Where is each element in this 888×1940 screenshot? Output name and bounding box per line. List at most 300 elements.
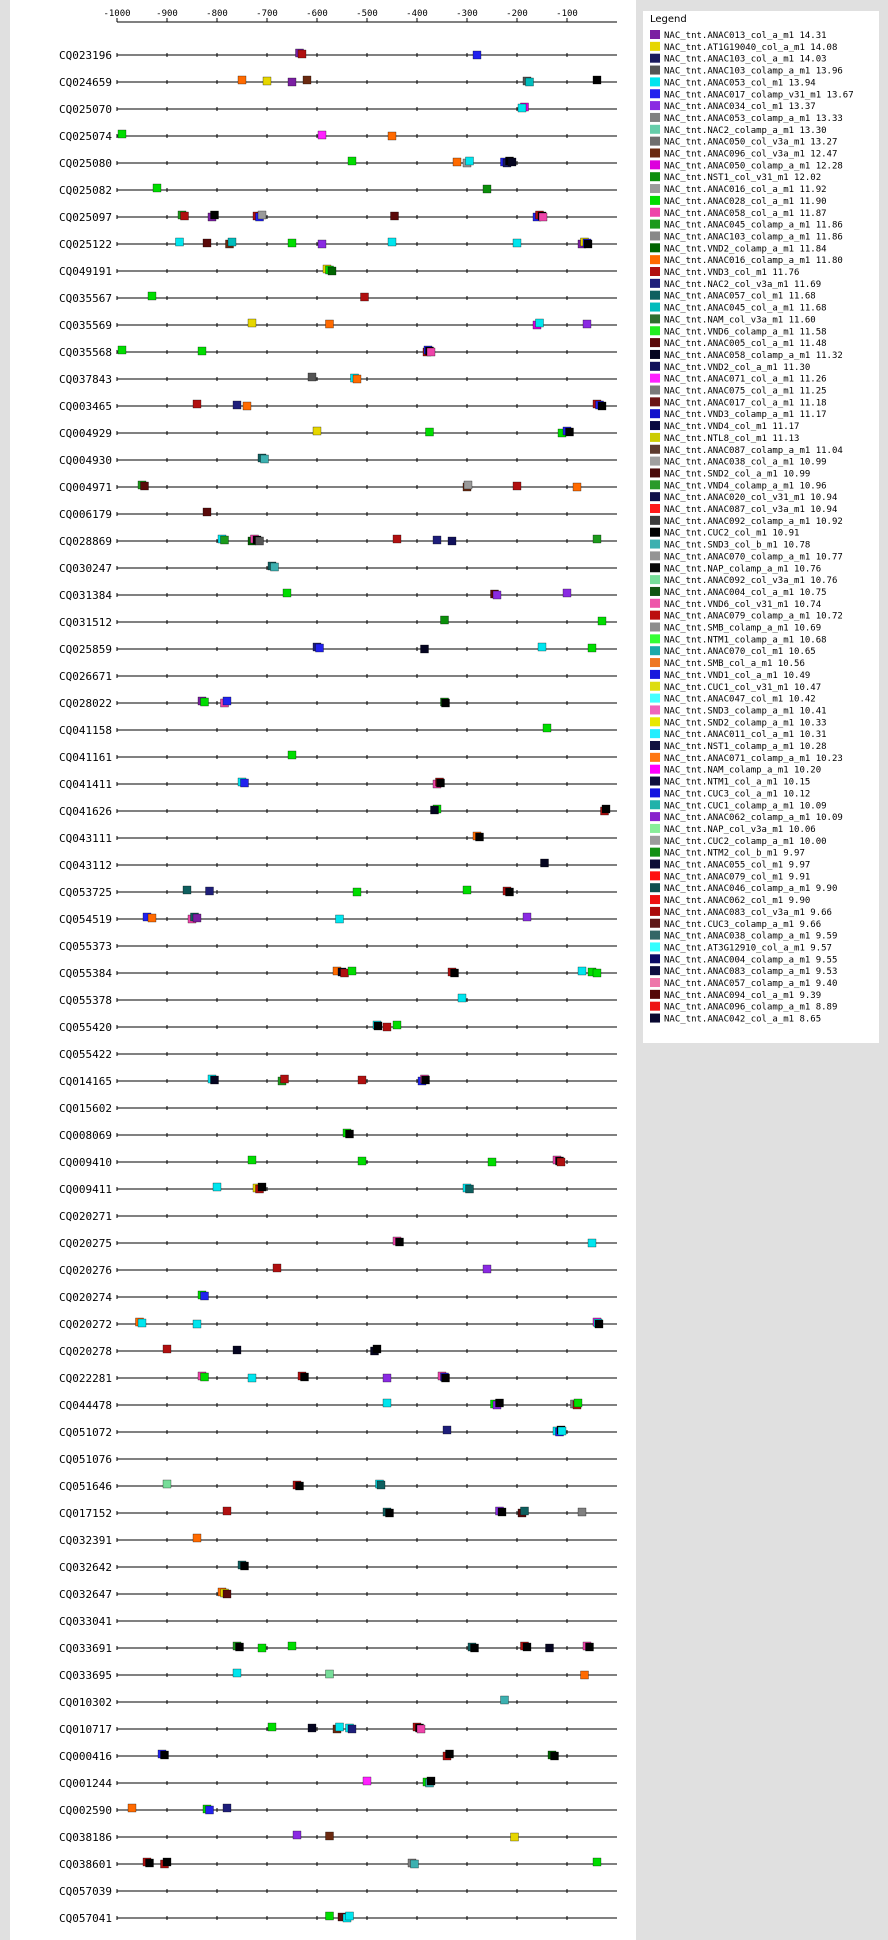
motif-hit bbox=[521, 1507, 529, 1515]
motif-hit bbox=[538, 643, 546, 651]
legend-swatch bbox=[650, 848, 660, 857]
sequence-label: CQ020276 bbox=[59, 1264, 112, 1277]
motif-hit bbox=[288, 751, 296, 759]
motif-hit bbox=[308, 1724, 316, 1732]
legend-entry-label: NAC_tnt.ANAC092_col_v3a_m1 10.76 bbox=[664, 576, 838, 587]
motif-hit bbox=[558, 1427, 566, 1435]
legend-entry-label: NAC_tnt.VND4_colamp_a_m1 10.96 bbox=[664, 481, 827, 492]
legend-swatch bbox=[650, 777, 660, 786]
legend-swatch bbox=[650, 516, 660, 525]
motif-hit bbox=[595, 1320, 603, 1328]
legend-entry-label: NAC_tnt.ANAC004_col_a_m1 10.75 bbox=[664, 587, 827, 598]
legend-entry-label: NAC_tnt.ANAC092_colamp_a_m1 10.92 bbox=[664, 516, 843, 527]
motif-hit bbox=[318, 240, 326, 248]
legend-swatch bbox=[650, 871, 660, 880]
motif-hit bbox=[451, 969, 459, 977]
sequence-label: CQ055420 bbox=[59, 1021, 112, 1034]
motif-hit bbox=[243, 402, 251, 410]
motif-hit bbox=[466, 157, 474, 165]
motif-hit bbox=[511, 1833, 519, 1841]
legend-entry-label: NAC_tnt.ANAC075_col_a_m1 11.25 bbox=[664, 386, 827, 397]
sequence-label: CQ055378 bbox=[59, 994, 112, 1007]
motif-hit bbox=[248, 1374, 256, 1382]
legend-swatch bbox=[650, 634, 660, 643]
legend-entry-label: NAC_tnt.ANAC070_colamp_a_m1 10.77 bbox=[664, 552, 843, 563]
sequence-label: CQ038601 bbox=[59, 1858, 112, 1871]
motif-hit bbox=[148, 292, 156, 300]
motif-hit bbox=[258, 1644, 266, 1652]
legend-swatch bbox=[650, 717, 660, 726]
sequence-label: CQ009410 bbox=[59, 1156, 112, 1169]
motif-hit bbox=[336, 1723, 344, 1731]
motif-hit bbox=[263, 77, 271, 85]
sequence-label: CQ020272 bbox=[59, 1318, 112, 1331]
sequence-label: CQ023196 bbox=[59, 49, 112, 62]
legend-entry-label: NAC_tnt.NTM2_col_b_m1 9.97 bbox=[664, 848, 805, 859]
motif-hit bbox=[193, 1534, 201, 1542]
sequence-label: CQ057039 bbox=[59, 1885, 112, 1898]
axis-tick-label: -400 bbox=[406, 9, 428, 19]
sequence-label: CQ020271 bbox=[59, 1210, 112, 1223]
motif-hit bbox=[523, 1643, 531, 1651]
motif-hit bbox=[441, 616, 449, 624]
legend-entry-label: NAC_tnt.ANAC004_colamp_a_m1 9.55 bbox=[664, 955, 838, 966]
motif-hit bbox=[496, 1399, 504, 1407]
motif-hit bbox=[273, 1264, 281, 1272]
legend-entry-label: NAC_tnt.NAP_col_v3a_m1 10.06 bbox=[664, 824, 816, 835]
legend-swatch bbox=[650, 587, 660, 596]
legend-entry-label: NAC_tnt.SND2_colamp_a_m1 10.33 bbox=[664, 718, 827, 729]
legend-swatch bbox=[650, 208, 660, 217]
legend-entry-label: NAC_tnt.ANAC045_col_a_m1 11.68 bbox=[664, 303, 827, 314]
legend-entry-label: NAC_tnt.NAP_colamp_a_m1 10.76 bbox=[664, 564, 822, 575]
motif-hit bbox=[593, 969, 601, 977]
sequence-label: CQ006179 bbox=[59, 508, 112, 521]
motif-hit bbox=[574, 1399, 582, 1407]
sequence-label: CQ038186 bbox=[59, 1831, 112, 1844]
legend-entry-label: NAC_tnt.ANAC057_colamp_a_m1 9.40 bbox=[664, 979, 838, 989]
motif-hit bbox=[241, 779, 249, 787]
motif-hit bbox=[256, 537, 264, 545]
legend-entry-label: NAC_tnt.ANAC034_col_m1 13.37 bbox=[664, 102, 816, 113]
motif-hit bbox=[233, 1346, 241, 1354]
legend-entry-label: NAC_tnt.ANAC038_colamp_a_m1 9.59 bbox=[664, 931, 838, 942]
legend-entry-label: NAC_tnt.ANAC096_colamp_a_m1 8.89 bbox=[664, 1002, 838, 1013]
legend-entry-label: NAC_tnt.CUC2_col_m1 10.91 bbox=[664, 528, 800, 539]
motif-hit bbox=[578, 967, 586, 975]
motif-hit bbox=[146, 1859, 154, 1867]
motif-hit bbox=[176, 238, 184, 246]
legend-swatch bbox=[650, 54, 660, 63]
legend-entry-label: NAC_tnt.ANAC062_col_m1 9.90 bbox=[664, 896, 811, 907]
motif-hit bbox=[583, 320, 591, 328]
motif-hit bbox=[281, 1075, 289, 1083]
legend-entry-label: NAC_tnt.ANAC028_col_a_m1 11.90 bbox=[664, 196, 827, 207]
legend-entry-label: NAC_tnt.ANAC079_col_m1 9.91 bbox=[664, 872, 811, 883]
motif-hit bbox=[557, 1158, 565, 1166]
motif-hit bbox=[442, 1374, 450, 1382]
legend-entry-label: NAC_tnt.ANAC071_colamp_a_m1 10.23 bbox=[664, 753, 843, 764]
legend-entry-label: NAC_tnt.ANAC079_colamp_a_m1 10.72 bbox=[664, 611, 843, 622]
motif-hit bbox=[593, 76, 601, 84]
motif-hit bbox=[473, 51, 481, 59]
legend-entry-label: NAC_tnt.ANAC011_col_a_m1 10.31 bbox=[664, 730, 827, 741]
motif-hit bbox=[163, 1345, 171, 1353]
motif-hit bbox=[476, 833, 484, 841]
legend-swatch bbox=[650, 611, 660, 620]
axis-tick-label: -600 bbox=[306, 9, 328, 19]
motif-hit bbox=[211, 211, 219, 219]
sequence-label: CQ030247 bbox=[59, 562, 112, 575]
motif-hit bbox=[464, 481, 472, 489]
legend-swatch bbox=[650, 196, 660, 205]
legend-entry-label: NAC_tnt.CUC3_colamp_a_m1 9.66 bbox=[664, 919, 822, 930]
motif-hit bbox=[546, 1644, 554, 1652]
sequence-label: CQ025122 bbox=[59, 238, 112, 251]
sequence-label: CQ015602 bbox=[59, 1102, 112, 1115]
legend-entry-label: NAC_tnt.ANAC016_colamp_a_m1 11.80 bbox=[664, 256, 843, 267]
legend-swatch bbox=[650, 397, 660, 406]
legend-entry-label: NAC_tnt.VND6_colamp_a_m1 11.58 bbox=[664, 327, 827, 338]
motif-hit bbox=[442, 699, 450, 707]
legend-entry-label: NAC_tnt.ANAC094_col_a_m1 9.39 bbox=[664, 990, 822, 1001]
motif-hit bbox=[201, 698, 209, 706]
legend-entry-label: NAC_tnt.NAC2_colamp_a_m1 13.30 bbox=[664, 125, 827, 136]
motif-hit bbox=[598, 402, 606, 410]
motif-hit bbox=[602, 805, 610, 813]
legend-entry-label: NAC_tnt.ANAC055_col_m1 9.97 bbox=[664, 860, 811, 871]
legend-swatch bbox=[650, 599, 660, 608]
legend-entry-label: NAC_tnt.NST1_col_v31_m1 12.02 bbox=[664, 173, 822, 184]
legend-swatch bbox=[650, 682, 660, 691]
motif-hit bbox=[298, 50, 306, 58]
legend-swatch bbox=[650, 1014, 660, 1023]
legend-swatch bbox=[650, 267, 660, 276]
axis-tick-label: -800 bbox=[206, 9, 228, 19]
motif-hit bbox=[388, 132, 396, 140]
legend-swatch bbox=[650, 990, 660, 999]
motif-hit bbox=[193, 400, 201, 408]
legend-swatch bbox=[650, 231, 660, 240]
motif-hit bbox=[148, 914, 156, 922]
motif-hit bbox=[163, 1480, 171, 1488]
legend-swatch bbox=[650, 729, 660, 738]
sequence-label: CQ010717 bbox=[59, 1723, 112, 1736]
motif-hit bbox=[348, 157, 356, 165]
legend-entry-label: NAC_tnt.ANAC070_col_m1 10.65 bbox=[664, 647, 816, 658]
legend-swatch bbox=[650, 350, 660, 359]
motif-hit bbox=[508, 158, 516, 166]
sequence-label: CQ041411 bbox=[59, 778, 112, 791]
legend-entry-label: NAC_tnt.VND4_col_m1 11.17 bbox=[664, 422, 800, 433]
legend-swatch bbox=[650, 457, 660, 466]
motif-hit bbox=[248, 1156, 256, 1164]
motif-hit bbox=[463, 886, 471, 894]
legend-swatch bbox=[650, 765, 660, 774]
legend-entry-label: NAC_tnt.ANAC058_colamp_a_m1 11.32 bbox=[664, 350, 843, 361]
legend-swatch bbox=[650, 883, 660, 892]
legend-entry-label: NAC_tnt.ANAC016_col_a_m1 11.92 bbox=[664, 185, 827, 196]
legend-swatch bbox=[650, 812, 660, 821]
sequence-label: CQ008069 bbox=[59, 1129, 112, 1142]
legend-entry-label: NAC_tnt.ANAC083_col_v3a_m1 9.66 bbox=[664, 907, 832, 918]
legend-entry-label: NAC_tnt.VND1_col_a_m1 10.49 bbox=[664, 670, 811, 681]
motif-hit bbox=[493, 591, 501, 599]
legend-entry-label: NAC_tnt.ANAC047_col_m1 10.42 bbox=[664, 694, 816, 705]
legend-swatch bbox=[650, 386, 660, 395]
motif-hit bbox=[588, 644, 596, 652]
legend-swatch bbox=[650, 504, 660, 513]
legend-swatch bbox=[650, 303, 660, 312]
legend-swatch bbox=[650, 468, 660, 477]
motif-hit bbox=[426, 428, 434, 436]
motif-hit bbox=[308, 373, 316, 381]
motif-hit bbox=[396, 1238, 404, 1246]
legend-swatch bbox=[650, 42, 660, 51]
motif-hit bbox=[383, 1399, 391, 1407]
axis-tick-label: -700 bbox=[256, 9, 278, 19]
motif-hit bbox=[206, 1806, 214, 1814]
sequence-label: CQ002590 bbox=[59, 1804, 112, 1817]
motif-hit bbox=[346, 1130, 354, 1138]
motif-hit bbox=[446, 1750, 454, 1758]
motif-hit bbox=[433, 536, 441, 544]
legend-entry-label: NAC_tnt.SMB_col_a_m1 10.56 bbox=[664, 659, 805, 670]
motif-hit bbox=[193, 1320, 201, 1328]
legend-swatch bbox=[650, 646, 660, 655]
motif-hit bbox=[437, 779, 445, 787]
motif-hit bbox=[211, 1076, 219, 1084]
motif-hit bbox=[193, 914, 201, 922]
motif-hit bbox=[506, 888, 514, 896]
legend-entry-label: NAC_tnt.ANAC103_colamp_a_m1 13.96 bbox=[664, 66, 843, 77]
motif-hit bbox=[118, 346, 126, 354]
legend-entry-label: NAC_tnt.NTL8_col_m1 11.13 bbox=[664, 433, 800, 444]
legend-swatch bbox=[650, 563, 660, 572]
sequence-label: CQ044478 bbox=[59, 1399, 112, 1412]
sequence-label: CQ041158 bbox=[59, 724, 112, 737]
legend-entry-label: NAC_tnt.ANAC005_col_a_m1 11.48 bbox=[664, 339, 827, 350]
motif-hit bbox=[221, 536, 229, 544]
sequence-label: CQ026671 bbox=[59, 670, 112, 683]
motif-hit bbox=[206, 887, 214, 895]
motif-hit bbox=[422, 1076, 430, 1084]
legend-entry-label: NAC_tnt.ANAC087_colamp_a_m1 11.04 bbox=[664, 445, 843, 456]
sequence-label: CQ028869 bbox=[59, 535, 112, 548]
sequence-label: CQ025082 bbox=[59, 184, 112, 197]
sequence-label: CQ017152 bbox=[59, 1507, 112, 1520]
legend-swatch bbox=[650, 623, 660, 632]
motif-hit bbox=[201, 1292, 209, 1300]
motif-hit bbox=[427, 348, 435, 356]
motif-hit bbox=[258, 1183, 266, 1191]
legend-swatch bbox=[650, 658, 660, 667]
motif-hit bbox=[358, 1076, 366, 1084]
legend-swatch bbox=[650, 540, 660, 549]
motif-hit bbox=[498, 1508, 506, 1516]
motif-hit bbox=[584, 240, 592, 248]
sequence-label: CQ043111 bbox=[59, 832, 112, 845]
motif-hit bbox=[588, 1239, 596, 1247]
legend-swatch bbox=[650, 480, 660, 489]
sequence-label: CQ041161 bbox=[59, 751, 112, 764]
sequence-label: CQ051072 bbox=[59, 1426, 112, 1439]
motif-hit bbox=[363, 1777, 371, 1785]
motif-hit bbox=[141, 482, 149, 490]
axis-tick-label: -300 bbox=[456, 9, 478, 19]
legend-swatch bbox=[650, 77, 660, 86]
motif-hit bbox=[261, 455, 269, 463]
legend-entry-label: NAC_tnt.ANAC017_colamp_v31_m1 13.67 bbox=[664, 90, 854, 101]
legend-swatch bbox=[650, 374, 660, 383]
motif-hit bbox=[488, 1158, 496, 1166]
sequence-label: CQ031384 bbox=[59, 589, 112, 602]
motif-hit bbox=[431, 806, 439, 814]
motif-hit bbox=[483, 185, 491, 193]
motif-hit bbox=[241, 1562, 249, 1570]
motif-hit bbox=[541, 859, 549, 867]
legend-entry-label: NAC_tnt.CUC1_col_v31_m1 10.47 bbox=[664, 682, 822, 693]
sequence-label: CQ037843 bbox=[59, 373, 112, 386]
motif-hit bbox=[361, 293, 369, 301]
motif-hit bbox=[326, 1832, 334, 1840]
motif-hit bbox=[181, 212, 189, 220]
sequence-label: CQ035568 bbox=[59, 346, 112, 359]
motif-hit bbox=[316, 644, 324, 652]
sequence-label: CQ033041 bbox=[59, 1615, 112, 1628]
sequence-label: CQ020278 bbox=[59, 1345, 112, 1358]
legend-entry-label: NAC_tnt.ANAC096_col_v3a_m1 12.47 bbox=[664, 149, 838, 160]
motif-hit bbox=[539, 213, 547, 221]
motif-hit bbox=[288, 1642, 296, 1650]
sequence-label: CQ041626 bbox=[59, 805, 112, 818]
axis-tick-label: -500 bbox=[356, 9, 378, 19]
legend-swatch bbox=[650, 338, 660, 347]
legend-swatch bbox=[650, 362, 660, 371]
motif-hit bbox=[296, 1482, 304, 1490]
sequence-label: CQ043112 bbox=[59, 859, 112, 872]
sequence-label: CQ004971 bbox=[59, 481, 112, 494]
motif-hit bbox=[386, 1509, 394, 1517]
legend-swatch bbox=[650, 1002, 660, 1011]
sequence-label: CQ033695 bbox=[59, 1669, 112, 1682]
motif-hit bbox=[421, 645, 429, 653]
legend-entry-label: NAC_tnt.CUC3_col_a_m1 10.12 bbox=[664, 789, 811, 800]
sequence-label: CQ033691 bbox=[59, 1642, 112, 1655]
motif-hit bbox=[483, 1265, 491, 1273]
legend-swatch bbox=[650, 907, 660, 916]
legend-swatch bbox=[650, 279, 660, 288]
motif-hit bbox=[223, 1804, 231, 1812]
legend-entry-label: NAC_tnt.ANAC050_colamp_a_m1 12.28 bbox=[664, 161, 843, 172]
motif-hit bbox=[326, 1912, 334, 1920]
sequence-label: CQ014165 bbox=[59, 1075, 112, 1088]
motif-hit bbox=[303, 76, 311, 84]
legend-swatch bbox=[650, 836, 660, 845]
legend-swatch bbox=[650, 528, 660, 537]
legend-swatch bbox=[650, 421, 660, 430]
motif-hit bbox=[388, 238, 396, 246]
motif-hit bbox=[271, 563, 279, 571]
legend-swatch bbox=[650, 433, 660, 442]
motif-hit bbox=[138, 1319, 146, 1327]
motif-hit bbox=[128, 1804, 136, 1812]
legend-entry-label: NAC_tnt.SMB_colamp_a_m1 10.69 bbox=[664, 623, 822, 634]
motif-hit bbox=[236, 1643, 244, 1651]
legend-swatch bbox=[650, 860, 660, 869]
motif-hit bbox=[336, 915, 344, 923]
sequence-label: CQ032642 bbox=[59, 1561, 112, 1574]
motif-hit bbox=[466, 1185, 474, 1193]
motif-hit bbox=[268, 1723, 276, 1731]
legend-entry-label: NAC_tnt.ANAC053_col_m1 13.94 bbox=[664, 78, 816, 89]
motif-hit bbox=[383, 1023, 391, 1031]
motif-hit bbox=[326, 1670, 334, 1678]
legend-swatch bbox=[650, 492, 660, 501]
motif-hit bbox=[223, 1507, 231, 1515]
sequence-label: CQ035567 bbox=[59, 292, 112, 305]
legend-swatch bbox=[650, 800, 660, 809]
axis-tick-label: -100 bbox=[556, 9, 578, 19]
legend-entry-label: NAC_tnt.ANAC062_colamp_a_m1 10.09 bbox=[664, 813, 843, 824]
sequence-label: CQ020275 bbox=[59, 1237, 112, 1250]
motif-hit bbox=[581, 1671, 589, 1679]
motif-hit bbox=[318, 131, 326, 139]
legend-entry-label: NAC_tnt.SND3_colamp_a_m1 10.41 bbox=[664, 706, 827, 717]
legend-swatch bbox=[650, 160, 660, 169]
legend-entry-label: NAC_tnt.VND6_col_v31_m1 10.74 bbox=[664, 599, 822, 610]
legend-swatch bbox=[650, 184, 660, 193]
sequence-label: CQ035569 bbox=[59, 319, 112, 332]
sequence-label: CQ025097 bbox=[59, 211, 112, 224]
sequence-label: CQ055384 bbox=[59, 967, 112, 980]
motif-hit bbox=[393, 535, 401, 543]
sequence-label: CQ025859 bbox=[59, 643, 112, 656]
motif-hit bbox=[526, 78, 534, 86]
legend-entry-label: NAC_tnt.SND3_col_b_m1 10.78 bbox=[664, 540, 811, 551]
legend-entry-label: NAC_tnt.ANAC071_col_a_m1 11.26 bbox=[664, 374, 827, 385]
legend-swatch bbox=[650, 255, 660, 264]
legend-swatch bbox=[650, 954, 660, 963]
motif-hit bbox=[153, 184, 161, 192]
motif-hit bbox=[198, 347, 206, 355]
legend-entry-label: NAC_tnt.SND2_col_a_m1 10.99 bbox=[664, 469, 811, 480]
legend-entry-label: NAC_tnt.NST1_colamp_a_m1 10.28 bbox=[664, 742, 827, 752]
legend-swatch bbox=[650, 670, 660, 679]
motif-hit bbox=[161, 1751, 169, 1759]
legend-swatch bbox=[650, 314, 660, 323]
legend-swatch bbox=[650, 326, 660, 335]
legend-swatch bbox=[650, 172, 660, 181]
motif-hit bbox=[223, 1590, 231, 1598]
legend-swatch bbox=[650, 66, 660, 75]
sequence-label: CQ024659 bbox=[59, 76, 112, 89]
legend-entry-label: NAC_tnt.ANAC050_col_v3a_m1 13.27 bbox=[664, 137, 838, 148]
legend-entry-label: NAC_tnt.CUC1_colamp_a_m1 10.09 bbox=[664, 801, 827, 812]
legend-entry-label: NAC_tnt.ANAC013_col_a_m1 14.31 bbox=[664, 31, 827, 41]
motif-hit bbox=[453, 158, 461, 166]
legend-swatch bbox=[650, 409, 660, 418]
motif-hit bbox=[223, 697, 231, 705]
legend-entry-label: NAC_tnt.NAM_col_v3a_m1 11.60 bbox=[664, 315, 816, 326]
motif-hit bbox=[598, 617, 606, 625]
legend-swatch bbox=[650, 220, 660, 229]
motif-hit bbox=[233, 1669, 241, 1677]
legend-entry-label: NAC_tnt.NAM_colamp_a_m1 10.20 bbox=[664, 765, 822, 776]
sequence-label: CQ025074 bbox=[59, 130, 112, 143]
motif-hit bbox=[448, 537, 456, 545]
legend-entry-label: NAC_tnt.ANAC017_col_a_m1 11.18 bbox=[664, 398, 827, 409]
